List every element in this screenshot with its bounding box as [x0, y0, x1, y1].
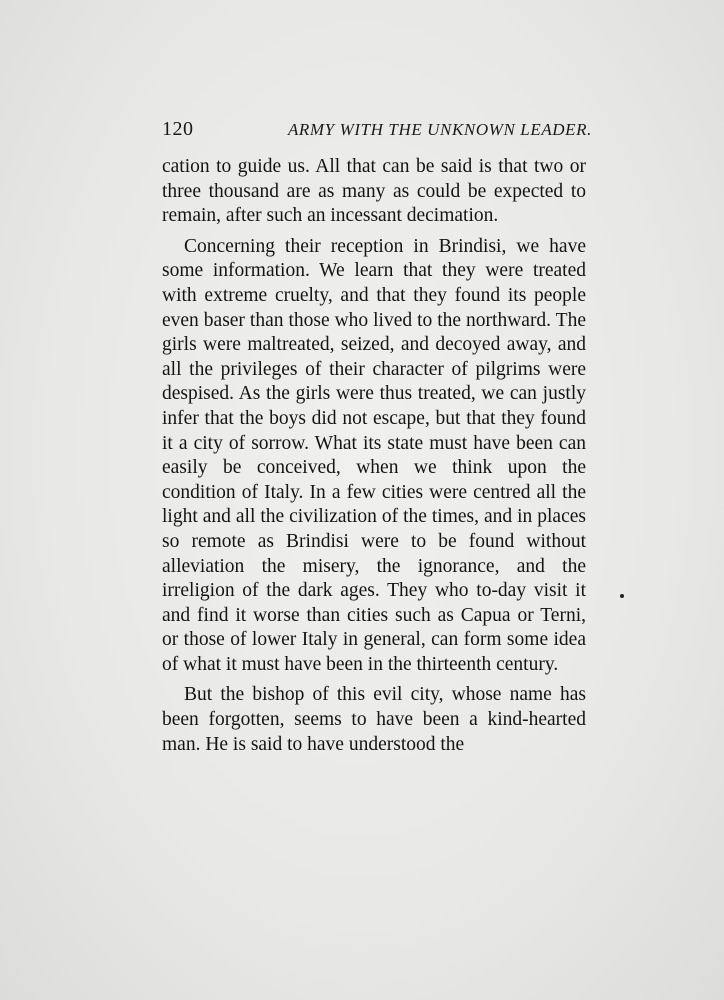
ink-speck — [620, 594, 624, 598]
paragraph-continued: cation to guide us. All that can be said is that two or three thousand are as many as could be expected to remain, after such an incessant decimation. — [162, 156, 586, 227]
page-header — [162, 118, 592, 141]
paragraph: Concerning their reception in Brindisi, we have some information. We learn that they were treated with extreme cruelty, and that they found its people even baser than those who lived to the northward. The girls were maltreated, seized, and decoyed away, and all the privileges of their character of pilgrims were despised. As the girls were thus treated, we can justly infer that the boys did not escape, but that they found it a city of sorrow. What its state must have been can easily be conceived, when we think upon the condition of Italy. In a few cities were centred all the light and all the civilization of the times, and in places so remote as Brindisi were to be found without alleviation the misery, the ignorance, and the irreligion of the dark ages. They who to-day visit it and find it worse than cities such as Capua or Terni, or those of lower Italy in general, can form some idea of what it must have been in the thirteenth century. — [162, 235, 586, 675]
body-text — [162, 155, 586, 757]
page-number: 120 — [162, 118, 194, 140]
paragraph: But the bishop of this evil city, whose name has been forgotten, seems to have been a kind-hearted man. He is said to have understood the — [162, 684, 586, 755]
running-title: ARMY WITH THE UNKNOWN LEADER. — [287, 120, 592, 139]
